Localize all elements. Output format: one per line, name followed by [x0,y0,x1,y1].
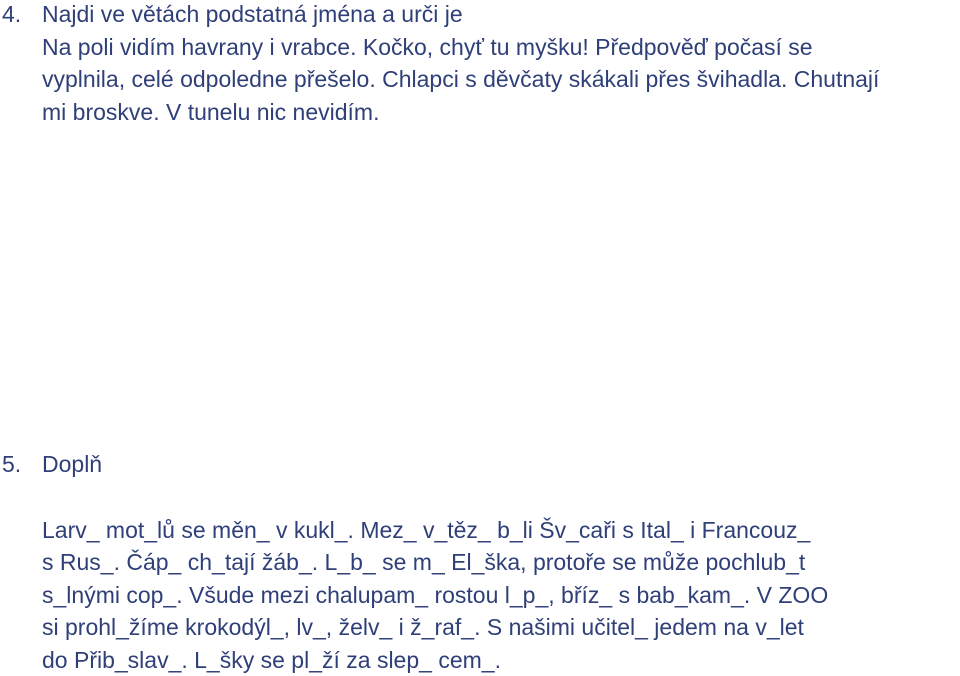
task-5-number: 5. [2,451,22,477]
task-5-line: do Přib_slav_. L_šky se pl_ží za slep_ cem_. [42,646,501,673]
task-4-line: Na poli vidím havrany i vrabce. Kočko, chyť tu myšku! Předpověď počasí se [42,33,813,60]
task-5-heading [0,448,960,481]
task-4-title: Najdi ve větách podstatná jména a urči je [42,1,463,27]
task-4 [0,0,960,128]
task-5 [0,448,960,676]
task-5-line: s_lnými cop_. Všude mezi chalupam_ rostou l_p_, bříz_ s bab_kam_. V ZOO [42,581,829,608]
task-4-number: 4. [2,1,22,27]
task-4-text [42,31,952,129]
task-5-title: Doplň [42,451,103,477]
task-5-line: Larv_ mot_lů se měn_ v kukl_. Mez_ v_těz_ b_li Šv_caři s Ital_ i Francouz_ [42,516,811,543]
task-4-line: vyplnila, celé odpoledne přešelo. Chlapci s děvčaty skákali přes švihadla. Chutnají [42,66,880,92]
task-5-text [42,514,952,676]
task-5-line: s Rus_. Čáp_ ch_tají žáb_. L_b_ se m_ El_ška, protoře se může pochlub_t [42,549,806,575]
task-4-line: mi broskve. V tunelu nic nevidím. [42,98,380,125]
task-5-line: si prohl_žíme krokodýl_, lv_, želv_ i ž_raf_. S našimi učitel_ jedem na v_let [42,614,804,640]
task-4-heading [0,0,960,31]
